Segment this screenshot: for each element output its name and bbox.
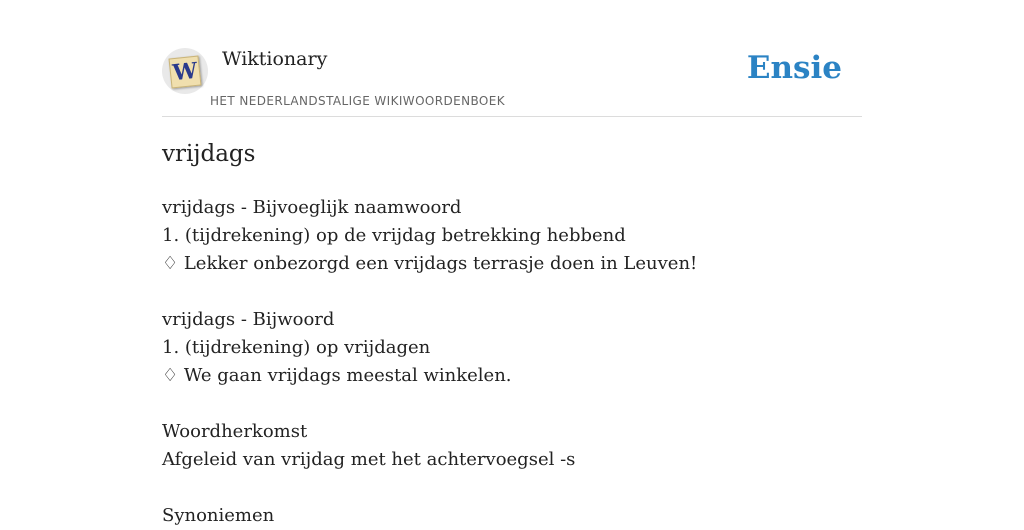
entry-example: ♢ We gaan vrijdags meestal winkelen. (162, 365, 512, 386)
page-title: vrijdags (162, 141, 256, 167)
spacer (162, 390, 862, 418)
entry-definition: 1. (tijdrekening) op de vrijdag betrekking hebbend (162, 225, 626, 246)
site-header (162, 44, 862, 117)
entry-definition: 1. (tijdrekening) op vrijdagen (162, 337, 431, 358)
entry-heading: vrijdags - Bijwoord (162, 309, 335, 330)
etymology-heading: Woordherkomst (162, 421, 308, 442)
synonyms-heading: Synoniemen (162, 505, 275, 526)
etymology-text: Afgeleid van vrijdag met het achtervoegsel -s (162, 449, 576, 470)
wiktionary-logo[interactable] (162, 48, 208, 94)
ensie-brand-link[interactable]: Ensie (746, 50, 842, 86)
spacer (162, 278, 862, 306)
wiktionary-logo-icon: W (169, 56, 202, 89)
article-content (162, 138, 862, 530)
entry-example: ♢ Lekker onbezorgd een vrijdags terrasje doen in Leuven! (162, 253, 698, 274)
site-tagline: HET NEDERLANDSTALIGE WIKIWOORDENBOEK (210, 94, 506, 108)
spacer (162, 474, 862, 502)
site-title[interactable]: Wiktionary (222, 48, 328, 70)
entry-heading: vrijdags - Bijvoeglijk naamwoord (162, 197, 462, 218)
